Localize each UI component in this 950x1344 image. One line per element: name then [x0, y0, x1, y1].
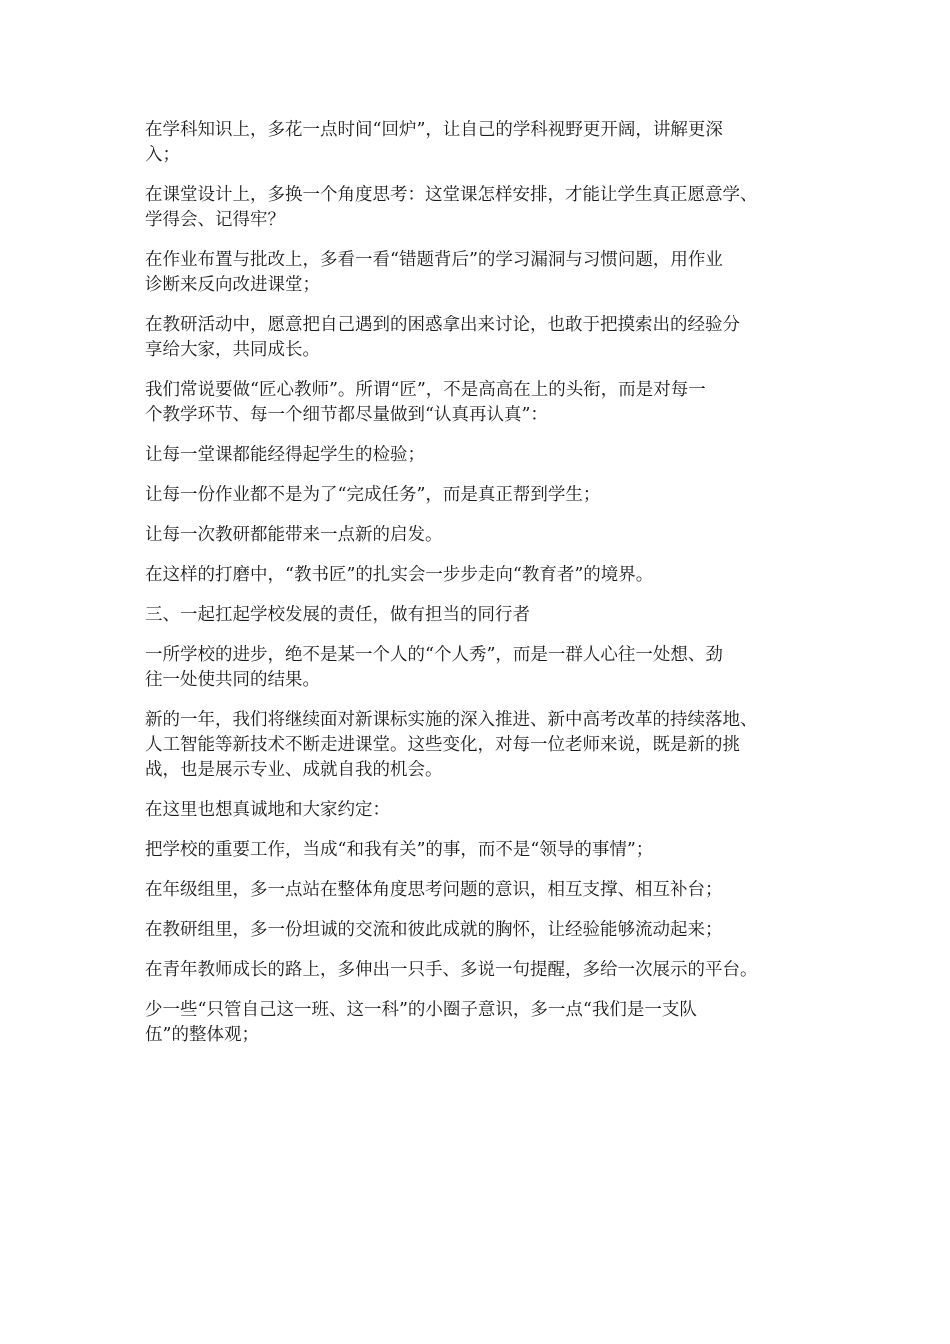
paragraph: 在这里也想真诚地和大家约定： [145, 800, 390, 820]
paragraph: 在教研活动中，愿意把自己遇到的困惑拿出来讨论，也敢于把摸索出的经验分 享给大家，共同成长。 [145, 315, 740, 360]
paragraph: 在青年教师成长的路上，多伸出一只手、多说一句提醒，多给一次展示的平台。 [145, 960, 758, 980]
paragraph: 让每一份作业都不是为了“完成任务”，而是真正帮到学生； [145, 485, 601, 505]
paragraph: 把学校的重要工作，当成“和我有关”的事，而不是“领导的事情”； [145, 840, 654, 860]
paragraph: 在年级组里，多一点站在整体角度思考问题的意识，相互支撑、相互补台； [145, 880, 723, 900]
paragraph: 让每一堂课都能经得起学生的检验； [145, 445, 425, 465]
paragraph: 我们常说要做“匠心教师”。所谓“匠”，不是高高在上的头衔，而是对每一 个教学环节、每一个细节都尽量做到“认真再认真”： [145, 380, 706, 425]
paragraph: 让每一次教研都能带来一点新的启发。 [145, 525, 443, 545]
document-body [145, 118, 815, 1063]
paragraph: 在学科知识上，多花一点时间“回炉”，让自己的学科视野更开阔，讲解更深 入； [145, 120, 723, 165]
paragraph: 在课堂设计上，多换一个角度思考：这堂课怎样安排，才能让学生真正愿意学、 学得会、记得牢？ [145, 185, 758, 230]
paragraph: 少一些“只管自己这一班、这一科”的小圈子意识，多一点“我们是一支队 伍”的整体观； [145, 1000, 697, 1045]
paragraph: 在教研组里，多一份坦诚的交流和彼此成就的胸怀，让经验能够流动起来； [145, 920, 723, 940]
paragraph: 新的一年，我们将继续面对新课标实施的深入推进、新中高考改革的持续落地、 人工智能等新技术不断走进课堂。这些变化，对每一位老师来说，既是新的挑 战，也是展示专业、成就自我的机会。 [145, 710, 758, 780]
section-heading: 三、一起扛起学校发展的责任，做有担当的同行者 [145, 605, 530, 625]
paragraph: 在这样的打磨中，“教书匠”的扎实会一步步走向“教育者”的境界。 [145, 565, 654, 585]
paragraph: 在作业布置与批改上，多看一看“错题背后”的学习漏洞与习惯问题，用作业 诊断来反向改进课堂； [145, 250, 723, 295]
paragraph: 一所学校的进步，绝不是某一个人的“个人秀”，而是一群人心往一处想、劲 往一处使共同的结果。 [145, 645, 723, 690]
